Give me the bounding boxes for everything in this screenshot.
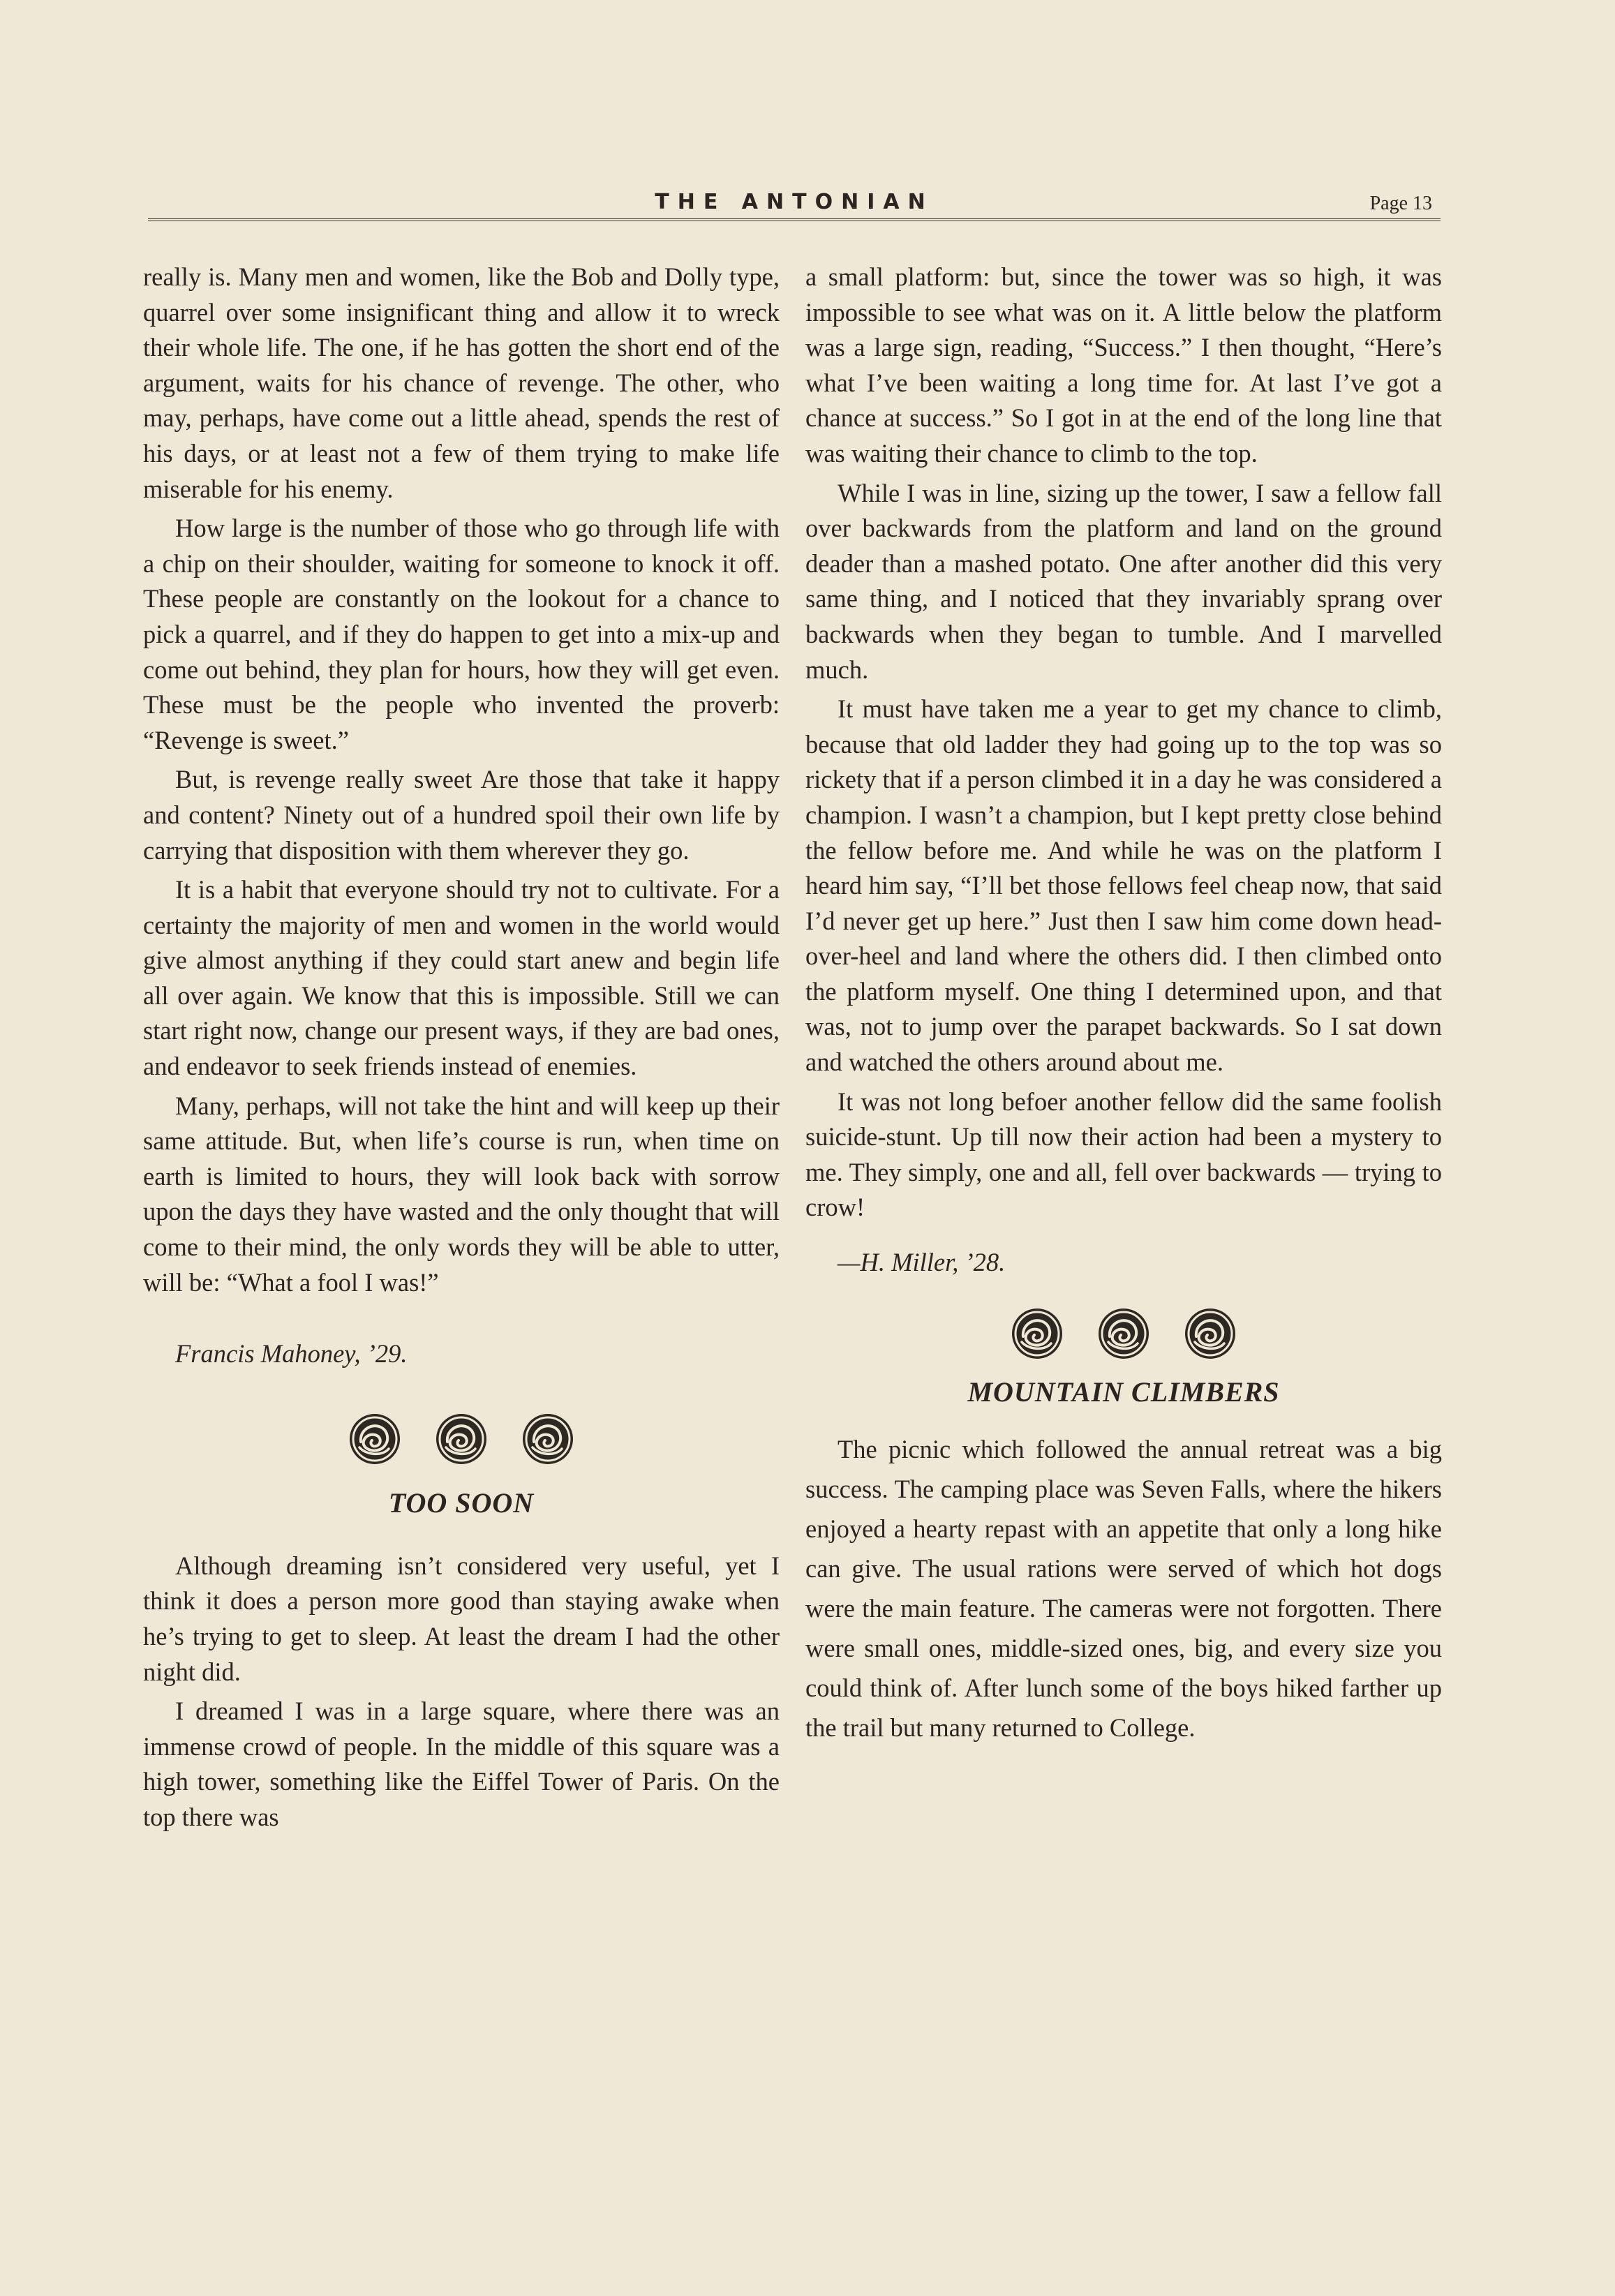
rose-icon — [520, 1411, 576, 1467]
article-paragraph: It is a habit that everyone should try not to cultivate. For a certainty the majority of men and women in the world would give almost anything if they could start anew and begin life all over again. We know that this is impossible. Still we can start right now, change our present ways, if they are bad ones, and endeavor to seek friends instead of enemies. — [143, 875, 780, 1081]
article-paragraph: But, is revenge really sweet Are those that take it happy and content? Ninety out of a hundred spoil their own life by carrying that disposition with them wherever they go. — [143, 765, 780, 865]
right-column — [805, 260, 1442, 1752]
section-ornaments — [805, 1306, 1442, 1362]
page-header — [148, 187, 1441, 219]
left-column — [143, 260, 780, 1840]
rose-icon — [1182, 1306, 1238, 1362]
rose-icon — [347, 1411, 403, 1467]
article-paragraph: The picnic which followed the annual retreat was a big success. The camping place was Seven Falls, where the hikers enjoyed a hearty repast with an appetite that only a long hike can give. The usual rations were served of which hot dogs were the main feature. The cameras were not forgotten. There were small ones, middle-sized ones, big, and every size you could think of. After lunch some of the boys hiked farther up the trail but many returned to College. — [805, 1434, 1442, 1742]
rose-icon — [1096, 1306, 1152, 1362]
page-number: Page 13 — [1369, 193, 1432, 214]
section-title: MOUNTAIN CLIMBERS — [967, 1376, 1280, 1408]
rose-icon — [1009, 1306, 1065, 1362]
article-paragraph: really is. Many men and women, like the Bob and Dolly type, quarrel over some insignificant thing and allow it to wreck their whole life. The one, if he has gotten the short end of the argument, waits for his chance of revenge. The other, who may, perhaps, have come out a little ahead, spends the rest of his days, or at least not a few of them trying to make life miserable for his enemy. — [143, 262, 780, 503]
header-rule — [148, 218, 1441, 221]
article-paragraph: How large is the number of those who go through life with a chip on their shoulder, waiting for someone to knock it off. These people are constantly on the lookout for a chance to pick a quarrel, and if they do happen to get into a mix-up and come out behind, they plan for hours, how they will get even. These must be the people who invented the proverb: “Revenge is sweet.” — [143, 514, 780, 754]
author-signature: Francis Mahoney, ’29. — [175, 1339, 408, 1369]
article-paragraph: It must have taken me a year to get my chance to climb, because that old ladder they had going up to the top was so rickety that if a person climbed it in a day he was considered a champion. I wasn’t a champion, but I kept pretty close behind the fellow before me. And while he was on the platform I heard him say, “I’ll bet those fellows feel cheap now, that said I’d never get up here.” Just then I saw him come down head-over-heel and land where the others did. I then climbed onto the platform myself. One thing I determined upon, and that was, not to jump over the parapet backwards. So I sat down and watched the others around about me. — [805, 694, 1442, 1077]
article-paragraph: a small platform: but, since the tower was so high, it was impossible to see what was on it. A little below the platform was a large sign, reading, “Success.” I then thought, “Here’s what I’ve been waiting a long time for. At last I’ve got a chance at success.” So I got in at the end of the long line that was waiting their chance to climb to the top. — [805, 262, 1442, 468]
section-ornaments — [143, 1411, 780, 1467]
section-title: TOO SOON — [388, 1486, 535, 1519]
article-paragraph: Many, perhaps, will not take the hint and will keep up their same attitude. But, when life’s course is run, when time on earth is limited to hours, they will look back with sorrow upon the days they have wasted and the only thought that will come to their mind, the only words they will be able to utter, will be: “What a fool I was!” — [143, 1091, 780, 1297]
author-signature: —H. Miller, ’28. — [838, 1248, 1006, 1277]
rose-icon — [433, 1411, 489, 1467]
article-paragraph: While I was in line, sizing up the tower, I saw a fellow fall over backwards from the platform and land on the ground deader than a mashed potato. One after another did this very same thing, and I noticed that they invariably sprang over backwards when they began to tumble. And I marvelled much. — [805, 478, 1442, 684]
article-paragraph: It was not long befoer another fellow did the same foolish suicide-stunt. Up till now their action had been a mystery to me. They simply, one and all, fell over backwards — trying to crow! — [805, 1087, 1442, 1222]
article-paragraph: I dreamed I was in a large square, where there was an immense crowd of people. In the middle of this square was a high tower, something like the Eiffel Tower of Paris. On the top there was — [143, 1697, 780, 1831]
article-paragraph: Although dreaming isn’t considered very useful, yet I think it does a person more good than staying awake when he’s trying to get to sleep. At least the dream I had the other night did. — [143, 1551, 780, 1686]
publication-title: THE ANTONIAN — [655, 190, 934, 214]
